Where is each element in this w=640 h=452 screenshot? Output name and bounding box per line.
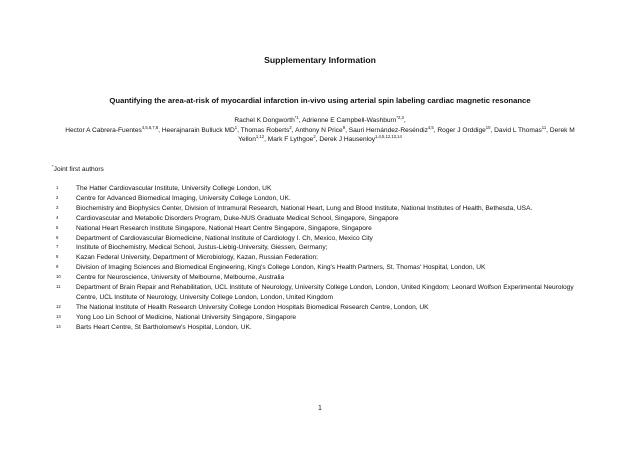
author-name: Heerajnarain Bulluck MD xyxy=(161,126,235,134)
affiliation-text: Barts Heart Centre, St Bartholomew's Hospital, London, UK. xyxy=(76,323,252,331)
affiliation-text: Centre for Advanced Biomedical Imaging, University College London, UK. xyxy=(76,194,291,202)
author-affiliation-marks: 1,12 xyxy=(255,134,265,140)
affiliation-text: The Hatter Cardiovascular Institute, University College London, UK xyxy=(76,185,272,192)
author-affiliation-marks: 1,4,5,12,13,14 xyxy=(375,134,402,140)
author-name: Anthony N Price xyxy=(295,126,343,134)
author-list xyxy=(52,116,588,145)
author-affiliation-marks: *2,3 xyxy=(396,115,404,120)
joint-text: Joint first authors xyxy=(53,166,104,173)
affiliation-item xyxy=(52,194,592,204)
author-separator: , xyxy=(264,136,268,144)
affiliation-item xyxy=(52,214,592,224)
author-name: David L Thomas xyxy=(494,126,542,134)
author-name: Roger J Orddige xyxy=(437,126,486,134)
affiliation-text: Kazan Federal University, Department of Microbiology, Kazan, Russian Federation; xyxy=(76,254,319,262)
author-separator: , xyxy=(490,126,495,134)
author xyxy=(295,124,349,134)
author-name: Derek J Hausenloy xyxy=(319,136,376,144)
affiliation-item xyxy=(52,184,592,194)
affiliation-item xyxy=(52,224,592,234)
author-separator: , xyxy=(298,117,303,124)
author-separator: , xyxy=(403,117,406,124)
author xyxy=(319,136,402,143)
author xyxy=(234,117,302,124)
author xyxy=(268,136,320,143)
affiliation-text: Division of Imaging Sciences and Biomedical Engineering, King's College London, King's Health Partners, St. Thomas' Hospital, London, UK xyxy=(76,264,486,272)
affiliation-number: 7 xyxy=(56,244,59,250)
affiliation-number: 5 xyxy=(56,224,59,230)
affiliation-text: Yong Loo Lin School of Medicine, National University Singapore, Singapore xyxy=(76,313,297,321)
affiliation-text: Institute of Biochemistry, Medical School, Justus-Liebig-University, Giessen, Germany; xyxy=(76,244,328,252)
affiliation-text: Department of Cardiovascular Biomedicine, National Institute of Cardiology I. Ch, Mexico, Mexico City xyxy=(76,234,373,242)
affiliation-text: Biochemistry and Biophysics Center, Division of Intramural Research, National Heart, Lung and Blood Institute, National Institutes of Health, Bethesda, USA. xyxy=(76,204,533,212)
affiliation-item xyxy=(52,323,592,333)
affiliation-text: National Heart Research Institute Singapore, National Heart Centre Singapore, Singapore, Singapore xyxy=(76,224,372,232)
affiliation-number: 2 xyxy=(56,194,59,200)
affiliation-number: 14 xyxy=(56,323,61,329)
author xyxy=(65,124,162,134)
author-name: Sauri Hernández-Reséndiz xyxy=(348,126,428,134)
author-separator: , xyxy=(158,126,162,134)
affiliation-item xyxy=(52,234,592,244)
author xyxy=(161,124,241,134)
affiliation-item xyxy=(52,263,592,273)
affiliation-item xyxy=(52,273,592,283)
author-separator: , xyxy=(315,136,320,144)
affiliation-item xyxy=(52,313,592,323)
page-number: 1 xyxy=(318,405,322,412)
affiliation-number: 11 xyxy=(56,284,61,290)
author-separator: , xyxy=(237,126,241,134)
author-name: Rachel K Dongworth xyxy=(234,117,295,124)
affiliation-number: 6 xyxy=(56,234,59,240)
affiliation-number: 1 xyxy=(56,185,59,190)
author-affiliation-marks: 4,5,6,7,8 xyxy=(141,124,159,130)
author xyxy=(302,117,406,124)
affiliation-number: 10 xyxy=(56,274,61,280)
author-name: Adrienne E Campbell-Washburn xyxy=(302,117,397,124)
author-separator: , xyxy=(433,126,438,134)
affiliation-number: 8 xyxy=(56,254,59,260)
affiliation-list xyxy=(52,184,592,333)
paper-title: Quantifying the area-at-risk of myocardial infarction in-vivo using arterial spin labeling cardiac magnetic resonance xyxy=(109,96,531,105)
author-affiliation-marks: 1 xyxy=(234,124,238,130)
joint-mark: * xyxy=(52,164,54,169)
affiliation-text: The National Institute of Health Research University College London Hospitals Biomedical Research Centre, London, UK xyxy=(76,303,429,311)
affiliation-text: Cardiovascular and Metabolic Disorders Program, Duke-NUS Graduate Medical School, Singapore, Singapore xyxy=(76,214,399,222)
affiliation-item xyxy=(52,303,592,313)
affiliation-number: 3 xyxy=(56,204,59,210)
author-name: Thomas Roberts xyxy=(240,126,290,134)
author-separator: , xyxy=(345,126,349,134)
author xyxy=(494,124,550,134)
supplementary-heading: Supplementary Information xyxy=(264,55,376,65)
author-affiliation-marks: 2 xyxy=(313,134,316,140)
author-name: Hector A Cabrera-Fuentes xyxy=(65,126,142,134)
author xyxy=(348,124,438,134)
affiliation-text: Department of Brain Repair and Rehabilitation, UCL Institute of Neurology, University College London, London, United Kingdom; Leonard Wolfson Experimental Neurology Centre, UCL Institute of Neurology, University College London, London, United Kingdom xyxy=(76,284,574,301)
author-name: Derek M Yellon xyxy=(238,126,575,144)
affiliation-item xyxy=(52,283,592,303)
author-affiliation-marks: 11 xyxy=(541,124,547,130)
joint-first-authors-note xyxy=(52,166,104,173)
affiliation-number: 4 xyxy=(56,214,59,220)
author-affiliation-marks: *1 xyxy=(294,115,299,120)
author-affiliation-marks: 4,5 xyxy=(427,124,434,130)
author-separator: , xyxy=(546,126,550,134)
affiliation-number: 12 xyxy=(56,303,61,309)
author-affiliation-marks: 10 xyxy=(485,124,491,130)
affiliation-item xyxy=(52,204,592,214)
author-separator: , xyxy=(291,126,296,134)
author-affiliation-marks: 2 xyxy=(289,124,292,130)
author-affiliation-marks: 9 xyxy=(342,124,346,130)
author xyxy=(240,124,296,134)
affiliation-item xyxy=(52,243,592,253)
affiliation-text: Centre for Neuroscience, University of Melbourne, Melbourne, Australia xyxy=(76,274,285,282)
author xyxy=(437,124,495,134)
author-name: Mark F Lythgoe xyxy=(267,136,314,144)
affiliation-number: 9 xyxy=(56,264,59,270)
affiliation-number: 13 xyxy=(56,313,61,319)
affiliation-item xyxy=(52,253,592,263)
